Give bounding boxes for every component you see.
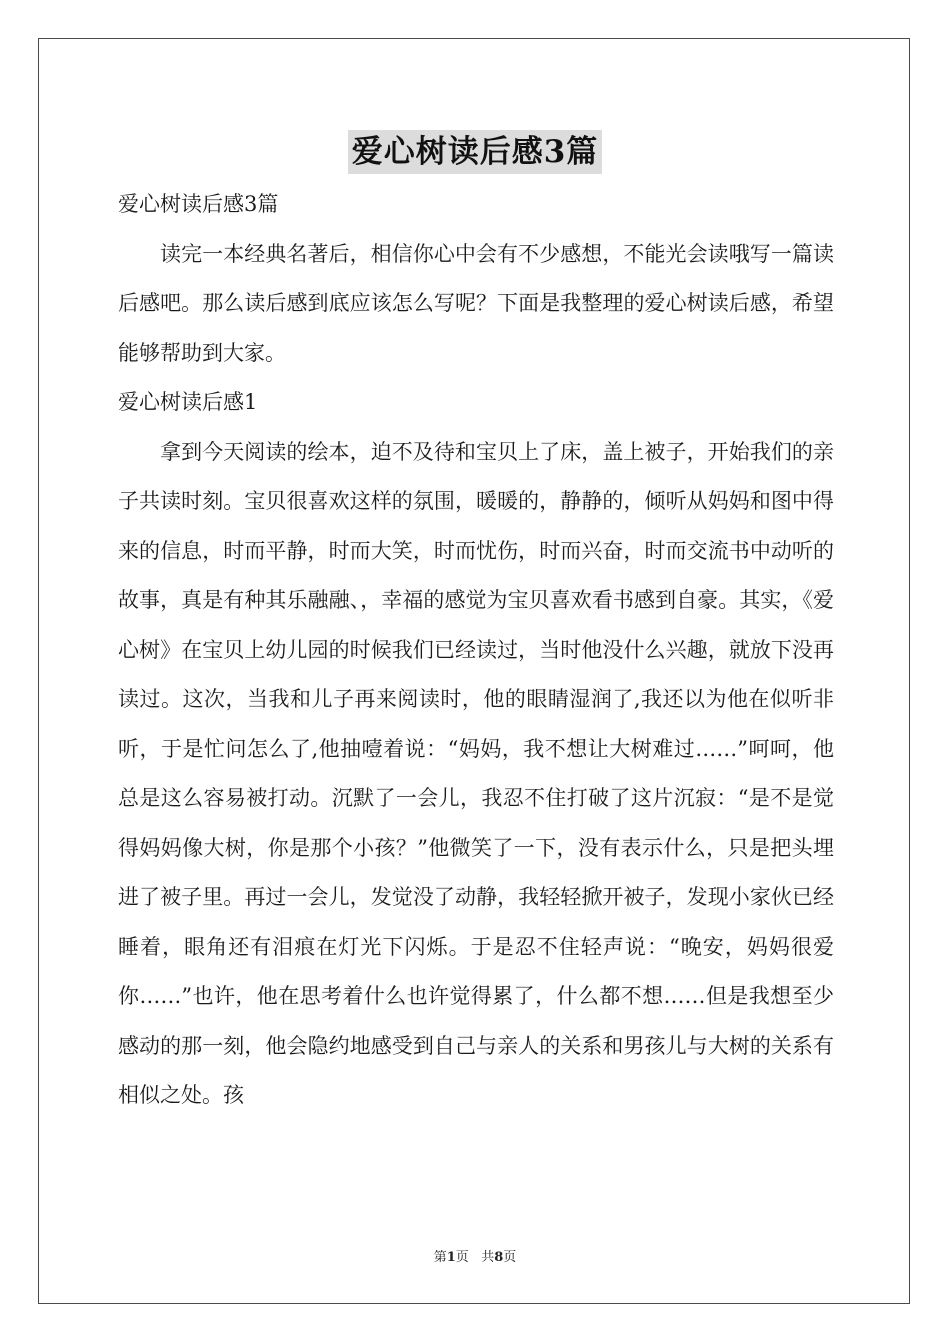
footer-mid: 页 共 — [455, 1250, 495, 1265]
subtitle: 爱心树读后感3篇 — [118, 192, 279, 216]
section-heading: 爱心树读后感1 — [118, 390, 258, 414]
document-body — [118, 180, 834, 1121]
section-paragraph: 拿到今天阅读的绘本，迫不及待和宝贝上了床，盖上被子，开始我们的亲子共读时刻。宝贝很喜欢这样的氛围，暖暖的，静静的，倾听从妈妈和图中得来的信息，时而平静，时而大笑，时而忧伤，时而兴奋，时而交流书中动听的故事，真是有种其乐融融、，幸福的感觉为宝贝喜欢看书感到自豪。其实，《爱心树》在宝贝上幼儿园的时候我们已经读过，当时他没什么兴趣，就放下没再读过。这次，当我和儿子再来阅读时，他的眼睛湿润了,我还以为他在似听非听，于是忙问怎么了,他抽噎着说：“妈妈，我不想让大树难过……”呵呵，他总是这么容易被打动。沉默了一会儿，我忍不住打破了这片沉寂：“是不是觉得妈妈像大树，你是那个小孩？”他微笑了一下，没有表示什么，只是把头埋进了被子里。再过一会儿，发觉没了动静，我轻轻掀开被子，发现小家伙已经睡着，眼角还有泪痕在灯光下闪烁。于是忍不住轻声说：“晚安，妈妈很爱你……”也许，他在思考着什么也许觉得累了，什么都不想……但是我想至少感动的那一刻，他会隐约地感受到自己与亲人的关系和男孩儿与大树的关系有相似之处。孩 — [118, 439, 834, 1107]
intro-paragraph: 读完一本经典名著后，相信你心中会有不少感想，不能光会读哦写一篇读后感吧。那么读后感到底应该怎么写呢？下面是我整理的爱心树读后感，希望能够帮助到大家。 — [118, 241, 834, 365]
footer-current-page: 1 — [446, 1250, 456, 1265]
footer-suffix: 页 — [503, 1250, 517, 1265]
footer-total-pages: 8 — [494, 1250, 504, 1265]
page-footer — [0, 1246, 950, 1265]
title-container — [0, 130, 950, 174]
document-title: 爱心树读后感3篇 — [348, 130, 603, 174]
footer-prefix: 第 — [433, 1250, 447, 1265]
